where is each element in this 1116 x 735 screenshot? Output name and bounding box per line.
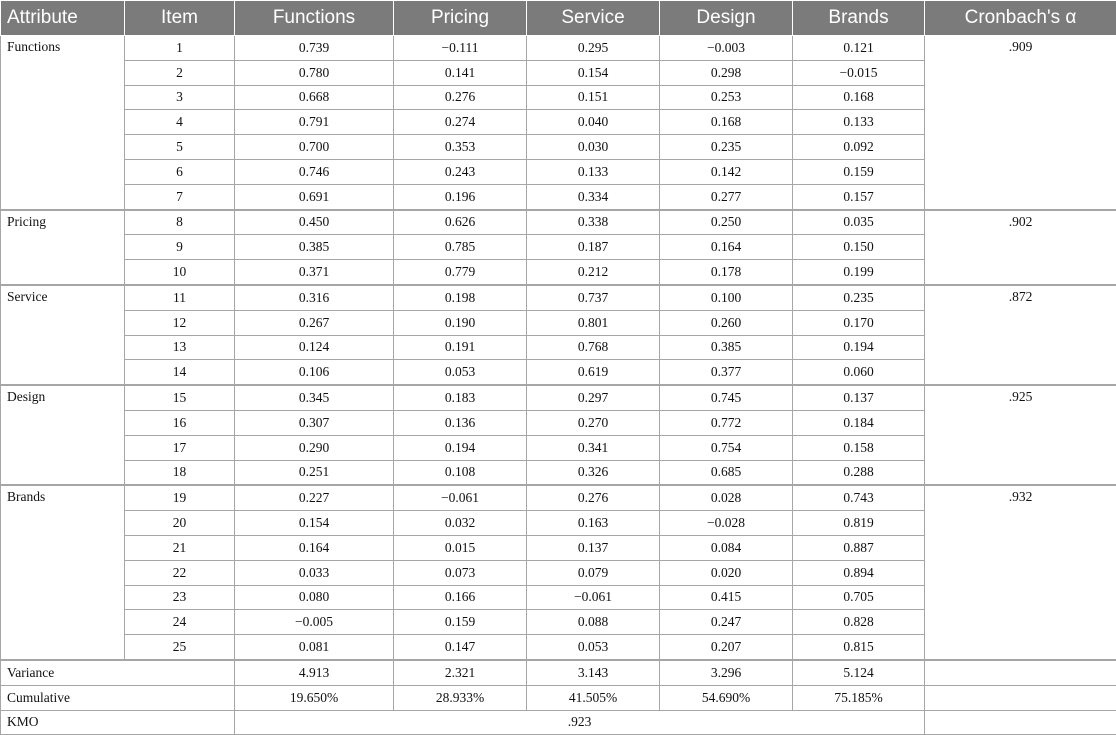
- loading-design-cell: 0.164: [660, 235, 793, 260]
- variance-value: 2.321: [394, 660, 527, 685]
- loading-functions-cell: 0.290: [235, 435, 394, 460]
- loading-functions-cell: 0.267: [235, 310, 394, 335]
- loading-brands-cell: 0.819: [793, 511, 925, 536]
- item-cell: 6: [125, 159, 235, 184]
- cumulative-label: Cumulative: [1, 685, 235, 710]
- item-cell: 18: [125, 460, 235, 485]
- loading-design-cell: 0.247: [660, 610, 793, 635]
- loading-service-cell: 0.040: [527, 110, 660, 135]
- cronbach-alpha-cell: .925: [925, 385, 1116, 485]
- loading-service-cell: 0.297: [527, 385, 660, 410]
- loading-brands-cell: 0.894: [793, 560, 925, 585]
- loading-service-cell: 0.295: [527, 36, 660, 61]
- table-row: [1, 485, 1116, 510]
- header-functions: Functions: [235, 1, 394, 36]
- loading-pricing-cell: 0.141: [394, 60, 527, 85]
- loading-functions-cell: 0.746: [235, 159, 394, 184]
- loading-design-cell: 0.235: [660, 135, 793, 160]
- item-cell: 12: [125, 310, 235, 335]
- loading-functions-cell: 0.124: [235, 335, 394, 360]
- loading-brands-cell: 0.184: [793, 410, 925, 435]
- loading-functions-cell: 0.691: [235, 184, 394, 209]
- loading-design-cell: 0.277: [660, 184, 793, 209]
- loading-brands-cell: 0.194: [793, 335, 925, 360]
- item-cell: 7: [125, 184, 235, 209]
- loading-brands-cell: 0.121: [793, 36, 925, 61]
- table-row: [1, 285, 1116, 310]
- loading-brands-cell: 0.168: [793, 85, 925, 110]
- loading-functions-cell: 0.307: [235, 410, 394, 435]
- loading-functions-cell: 0.668: [235, 85, 394, 110]
- attribute-cell: Functions: [1, 36, 125, 210]
- loading-pricing-cell: 0.166: [394, 585, 527, 610]
- loading-service-cell: 0.338: [527, 210, 660, 235]
- loading-pricing-cell: 0.779: [394, 260, 527, 285]
- header-row: [1, 1, 1116, 36]
- variance-value: 3.296: [660, 660, 793, 685]
- cronbach-alpha-cell: .902: [925, 210, 1116, 285]
- loading-functions-cell: 0.080: [235, 585, 394, 610]
- table-footer: [1, 660, 1116, 735]
- loading-functions-cell: 0.700: [235, 135, 394, 160]
- loading-pricing-cell: 0.353: [394, 135, 527, 160]
- item-cell: 23: [125, 585, 235, 610]
- loading-functions-cell: 0.316: [235, 285, 394, 310]
- loading-service-cell: 0.079: [527, 560, 660, 585]
- variance-value: 3.143: [527, 660, 660, 685]
- loading-brands-cell: 0.887: [793, 535, 925, 560]
- loading-service-cell: 0.334: [527, 184, 660, 209]
- loading-service-cell: 0.151: [527, 85, 660, 110]
- item-cell: 1: [125, 36, 235, 61]
- loading-pricing-cell: 0.276: [394, 85, 527, 110]
- loading-brands-cell: 0.170: [793, 310, 925, 335]
- loading-design-cell: 0.260: [660, 310, 793, 335]
- loading-functions-cell: 0.780: [235, 60, 394, 85]
- item-cell: 2: [125, 60, 235, 85]
- loading-service-cell: 0.088: [527, 610, 660, 635]
- header-pricing: Pricing: [394, 1, 527, 36]
- item-cell: 25: [125, 635, 235, 660]
- kmo-row: [1, 710, 1116, 735]
- cronbach-alpha-cell: .932: [925, 485, 1116, 660]
- item-cell: 15: [125, 385, 235, 410]
- loading-pricing-cell: 0.274: [394, 110, 527, 135]
- loading-brands-cell: −0.015: [793, 60, 925, 85]
- loading-brands-cell: 0.705: [793, 585, 925, 610]
- item-cell: 9: [125, 235, 235, 260]
- loading-service-cell: 0.270: [527, 410, 660, 435]
- item-cell: 14: [125, 360, 235, 385]
- loading-service-cell: 0.619: [527, 360, 660, 385]
- loading-design-cell: 0.020: [660, 560, 793, 585]
- attribute-cell: Design: [1, 385, 125, 485]
- loading-service-cell: 0.768: [527, 335, 660, 360]
- variance-row: [1, 660, 1116, 685]
- loading-design-cell: −0.028: [660, 511, 793, 536]
- loading-service-cell: 0.341: [527, 435, 660, 460]
- item-cell: 8: [125, 210, 235, 235]
- loading-brands-cell: 0.743: [793, 485, 925, 510]
- loading-design-cell: 0.084: [660, 535, 793, 560]
- loading-pricing-cell: 0.196: [394, 184, 527, 209]
- loading-functions-cell: 0.251: [235, 460, 394, 485]
- attribute-cell: Service: [1, 285, 125, 385]
- loading-service-cell: 0.326: [527, 460, 660, 485]
- loading-functions-cell: 0.106: [235, 360, 394, 385]
- table-header: [1, 1, 1116, 36]
- cronbach-alpha-cell: .909: [925, 36, 1116, 210]
- loading-brands-cell: 0.159: [793, 159, 925, 184]
- loading-pricing-cell: 0.073: [394, 560, 527, 585]
- header-service: Service: [527, 1, 660, 36]
- attribute-cell: Brands: [1, 485, 125, 660]
- loading-functions-cell: 0.739: [235, 36, 394, 61]
- loading-functions-cell: 0.033: [235, 560, 394, 585]
- loading-pricing-cell: 0.243: [394, 159, 527, 184]
- header-cronbach-alpha: Cronbach's α: [925, 1, 1116, 36]
- loading-design-cell: −0.003: [660, 36, 793, 61]
- kmo-label: KMO: [1, 710, 235, 735]
- loading-pricing-cell: 0.183: [394, 385, 527, 410]
- item-cell: 4: [125, 110, 235, 135]
- loading-design-cell: 0.028: [660, 485, 793, 510]
- item-cell: 21: [125, 535, 235, 560]
- cumulative-row: [1, 685, 1116, 710]
- table-body: [1, 36, 1116, 660]
- loading-pricing-cell: 0.136: [394, 410, 527, 435]
- header-item: Item: [125, 1, 235, 36]
- loading-service-cell: 0.801: [527, 310, 660, 335]
- loading-design-cell: 0.772: [660, 410, 793, 435]
- loading-functions-cell: −0.005: [235, 610, 394, 635]
- loading-pricing-cell: 0.159: [394, 610, 527, 635]
- loading-service-cell: 0.163: [527, 511, 660, 536]
- cumulative-value: 75.185%: [793, 685, 925, 710]
- cumulative-value: 54.690%: [660, 685, 793, 710]
- loading-design-cell: 0.253: [660, 85, 793, 110]
- loading-brands-cell: 0.828: [793, 610, 925, 635]
- loading-design-cell: 0.685: [660, 460, 793, 485]
- variance-value: 4.913: [235, 660, 394, 685]
- cumulative-value: 19.650%: [235, 685, 394, 710]
- loading-service-cell: 0.030: [527, 135, 660, 160]
- header-brands: Brands: [793, 1, 925, 36]
- loading-functions-cell: 0.385: [235, 235, 394, 260]
- loading-design-cell: 0.377: [660, 360, 793, 385]
- loading-pricing-cell: 0.108: [394, 460, 527, 485]
- loading-functions-cell: 0.164: [235, 535, 394, 560]
- item-cell: 3: [125, 85, 235, 110]
- cumulative-value: 28.933%: [394, 685, 527, 710]
- header-attribute: Attribute: [1, 1, 125, 36]
- loading-design-cell: 0.142: [660, 159, 793, 184]
- loading-pricing-cell: 0.190: [394, 310, 527, 335]
- loading-brands-cell: 0.157: [793, 184, 925, 209]
- loading-service-cell: 0.212: [527, 260, 660, 285]
- loading-functions-cell: 0.791: [235, 110, 394, 135]
- item-cell: 19: [125, 485, 235, 510]
- loading-functions-cell: 0.227: [235, 485, 394, 510]
- loading-design-cell: 0.298: [660, 60, 793, 85]
- variance-value: 5.124: [793, 660, 925, 685]
- loading-brands-cell: 0.133: [793, 110, 925, 135]
- table-row: [1, 385, 1116, 410]
- loading-pricing-cell: 0.191: [394, 335, 527, 360]
- loading-service-cell: 0.187: [527, 235, 660, 260]
- loading-design-cell: 0.207: [660, 635, 793, 660]
- loading-design-cell: 0.168: [660, 110, 793, 135]
- item-cell: 20: [125, 511, 235, 536]
- loading-functions-cell: 0.081: [235, 635, 394, 660]
- item-cell: 5: [125, 135, 235, 160]
- table-row: [1, 36, 1116, 61]
- loading-pricing-cell: 0.626: [394, 210, 527, 235]
- loading-design-cell: 0.178: [660, 260, 793, 285]
- item-cell: 17: [125, 435, 235, 460]
- loading-functions-cell: 0.450: [235, 210, 394, 235]
- loading-service-cell: 0.276: [527, 485, 660, 510]
- loading-pricing-cell: −0.061: [394, 485, 527, 510]
- loading-pricing-cell: 0.032: [394, 511, 527, 536]
- item-cell: 24: [125, 610, 235, 635]
- loading-design-cell: 0.250: [660, 210, 793, 235]
- loading-pricing-cell: 0.147: [394, 635, 527, 660]
- loading-service-cell: 0.737: [527, 285, 660, 310]
- empty-cell: [925, 710, 1116, 735]
- header-design: Design: [660, 1, 793, 36]
- variance-label: Variance: [1, 660, 235, 685]
- loading-design-cell: 0.100: [660, 285, 793, 310]
- loading-brands-cell: 0.092: [793, 135, 925, 160]
- table-row: [1, 210, 1116, 235]
- item-cell: 22: [125, 560, 235, 585]
- item-cell: 10: [125, 260, 235, 285]
- loading-functions-cell: 0.154: [235, 511, 394, 536]
- item-cell: 11: [125, 285, 235, 310]
- loading-pricing-cell: 0.053: [394, 360, 527, 385]
- loading-service-cell: −0.061: [527, 585, 660, 610]
- loading-pricing-cell: 0.015: [394, 535, 527, 560]
- loading-service-cell: 0.133: [527, 159, 660, 184]
- empty-cell: [925, 660, 1116, 685]
- loading-service-cell: 0.154: [527, 60, 660, 85]
- loading-brands-cell: 0.060: [793, 360, 925, 385]
- loading-functions-cell: 0.371: [235, 260, 394, 285]
- loading-brands-cell: 0.815: [793, 635, 925, 660]
- empty-cell: [925, 685, 1116, 710]
- loading-pricing-cell: −0.111: [394, 36, 527, 61]
- loading-design-cell: 0.385: [660, 335, 793, 360]
- loading-brands-cell: 0.035: [793, 210, 925, 235]
- loading-service-cell: 0.053: [527, 635, 660, 660]
- loading-pricing-cell: 0.785: [394, 235, 527, 260]
- loading-brands-cell: 0.199: [793, 260, 925, 285]
- loading-brands-cell: 0.288: [793, 460, 925, 485]
- cronbach-alpha-cell: .872: [925, 285, 1116, 385]
- loading-brands-cell: 0.150: [793, 235, 925, 260]
- loading-functions-cell: 0.345: [235, 385, 394, 410]
- attribute-cell: Pricing: [1, 210, 125, 285]
- loading-brands-cell: 0.235: [793, 285, 925, 310]
- loading-service-cell: 0.137: [527, 535, 660, 560]
- loading-design-cell: 0.754: [660, 435, 793, 460]
- loading-design-cell: 0.745: [660, 385, 793, 410]
- kmo-value: .923: [235, 710, 925, 735]
- loading-pricing-cell: 0.198: [394, 285, 527, 310]
- loading-pricing-cell: 0.194: [394, 435, 527, 460]
- cumulative-value: 41.505%: [527, 685, 660, 710]
- loading-brands-cell: 0.137: [793, 385, 925, 410]
- item-cell: 13: [125, 335, 235, 360]
- item-cell: 16: [125, 410, 235, 435]
- loading-design-cell: 0.415: [660, 585, 793, 610]
- loading-brands-cell: 0.158: [793, 435, 925, 460]
